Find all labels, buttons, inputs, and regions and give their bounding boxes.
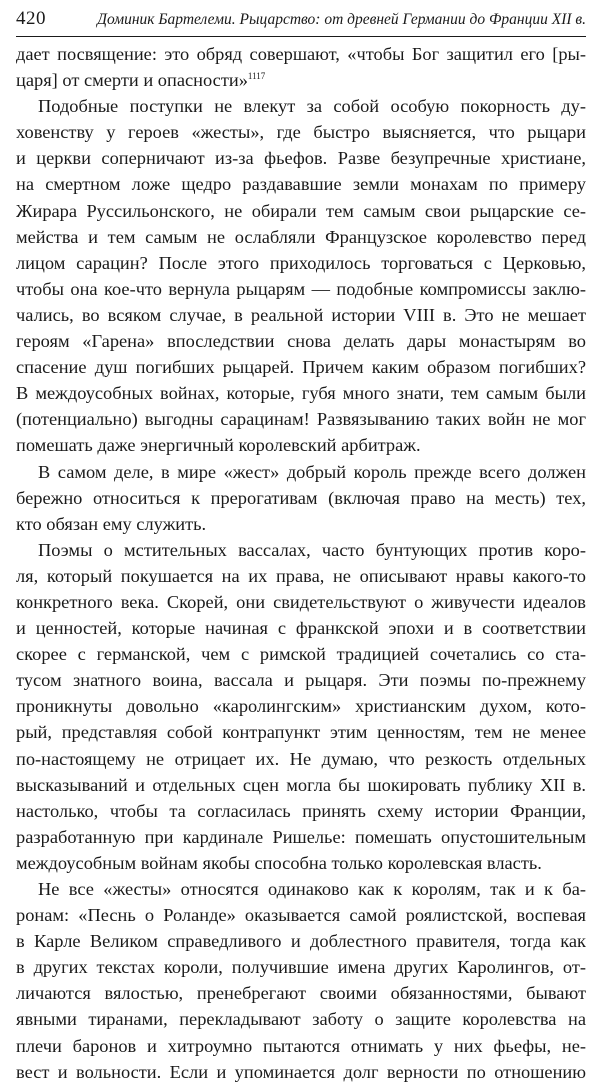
- text-line: [16, 276, 586, 302]
- text-line: [16, 250, 586, 276]
- body-text: [16, 41, 586, 1085]
- text-line: [16, 693, 586, 719]
- line-text: и ценностей, которые начиная с франкской эпохи и в соответствии: [16, 618, 586, 639]
- text-line: [16, 93, 586, 119]
- text-line: [16, 824, 586, 850]
- line-text: В междоусобных войнах, которые, губя много знати, тем самым были: [16, 383, 586, 404]
- footnote-reference[interactable]: 1117: [247, 70, 266, 81]
- text-line: [16, 119, 586, 145]
- line-text: конкретного века. Скорей, они свидетельствуют о живучести идеалов: [16, 591, 586, 612]
- text-line: [16, 537, 586, 563]
- text-line: [16, 876, 586, 902]
- line-text: Не все «жесты» относятся одинаково как к королям, так и к ба-: [38, 879, 586, 899]
- text-line: [16, 850, 586, 876]
- line-text: Жирара Руссильонского, не обирали тем самым свои рыцарские се-: [16, 200, 586, 221]
- text-line: [16, 719, 586, 745]
- line-text: помешать даже энергичный королевский арбитраж.: [16, 435, 421, 456]
- line-text: чтобы она кое-что вернула рыцарям — подобные компромиссы заклю-: [16, 278, 586, 299]
- text-line: [16, 67, 586, 93]
- line-text: чались, во всяком случае, в реальной истории VIII в. Это не мешает: [16, 304, 586, 325]
- text-line: [16, 1033, 586, 1059]
- line-text: (потенциально) выгодны сарацинам! Развязыванию таких войн не мог: [16, 409, 586, 430]
- text-line: [16, 563, 586, 589]
- text-line: [16, 432, 586, 458]
- page-number: 420: [16, 8, 46, 29]
- line-text: героям «Гарена» впоследствии снова делать дары монастырям во: [16, 331, 586, 352]
- line-text: разработанную при кардинале Ришелье: помешать опустошительным: [16, 826, 586, 847]
- text-line: [16, 171, 586, 197]
- line-text: В самом деле, в мире «жест» добрый король прежде всего должен: [38, 461, 586, 482]
- text-line: [16, 772, 586, 798]
- text-line: [16, 459, 586, 485]
- text-line: [16, 511, 586, 537]
- line-text: на смертном ложе щедро раздававшие земли монахам по примеру: [16, 174, 586, 195]
- text-line: [16, 641, 586, 667]
- text-line: [16, 41, 586, 67]
- line-text: скорее с германской, чем с римской традицией сочетались со ста-: [16, 644, 586, 665]
- text-line: [16, 980, 586, 1006]
- text-line: [16, 798, 586, 824]
- line-text: дает посвящение: это обряд совершают, «чтобы Бог защитил его [ры-: [16, 44, 586, 64]
- line-text: по-настоящему не отрицает их. Не думаю, что резкость отдельных: [16, 748, 586, 769]
- running-title: Доминик Бартелеми. Рыцарство: от древней Германии до Франции XII в.: [97, 11, 586, 28]
- line-text: ронам: «Песнь о Роланде» оказывается самой роялистской, воспевая: [16, 905, 586, 926]
- line-text: междоусобным войнам якобы способна только королевская власть.: [16, 852, 542, 873]
- text-line: [16, 485, 586, 511]
- line-text: рый, представляя собой контрапункт этим ценностям, тем не менее: [16, 722, 586, 743]
- text-line: [16, 328, 586, 354]
- text-line: [16, 145, 586, 171]
- line-text: мейства и тем самым не ослабляли Французское королевство перед: [16, 226, 586, 247]
- text-line: [16, 589, 586, 615]
- book-page: [16, 8, 586, 1085]
- line-text: в других текстах короли, получившие имена других Каролингов, от-: [16, 957, 586, 978]
- text-line: [16, 302, 586, 328]
- text-line: [16, 902, 586, 928]
- line-text: Подобные поступки не влекут за собой особую покорность ду-: [38, 96, 586, 117]
- line-text: и церкви соперничают из-за фьефов. Разве безупречные христиане,: [16, 148, 586, 169]
- line-text: личаются вялостью, пренебрегают своими обязанностями, бывают: [16, 983, 586, 1004]
- line-text: ля, который покушается на их права, не описывают нравы какого-то: [16, 565, 586, 586]
- text-line: [16, 746, 586, 772]
- running-head: [16, 8, 586, 37]
- line-text: тусом знатного воина, вассала и рыцаря. Эти поэмы по-прежнему: [16, 670, 586, 691]
- text-line: [16, 1006, 586, 1032]
- line-text: царя] от смерти и опасности»: [16, 70, 248, 91]
- text-line: [16, 1059, 586, 1085]
- line-text: явными тиранами, перекладывают заботу о защите королевства на: [16, 1009, 586, 1030]
- line-text: высказываний и отдельных сцен могла бы шокировать публику XII в.: [16, 774, 586, 795]
- text-line: [16, 224, 586, 250]
- line-text: бережно относиться к прерогативам (включая право на месть) тех,: [16, 487, 586, 508]
- text-line: [16, 954, 586, 980]
- line-text: проникнуты довольно «каролингским» христианским духом, кото-: [16, 696, 586, 717]
- line-text: настолько, чтобы та согласилась принять схему истории Франции,: [16, 800, 586, 821]
- line-text: ховенству у героев «жесты», где быстро выясняется, что рыцари: [16, 122, 586, 143]
- line-text: Поэмы о мстительных вассалах, часто бунтующих против коро-: [38, 539, 586, 560]
- text-line: [16, 406, 586, 432]
- text-line: [16, 354, 586, 380]
- text-line: [16, 928, 586, 954]
- text-line: [16, 615, 586, 641]
- line-text: в Карле Великом справедливого и доблестного правителя, тогда как: [16, 931, 586, 952]
- line-text: плечи баронов и хитроумно пытаются отнимать у них фьефы, не-: [16, 1035, 586, 1056]
- line-text: спасение душ погибших рыцарей. Причем каким образом погибших?: [16, 357, 586, 378]
- text-line: [16, 667, 586, 693]
- line-text: кто обязан ему служить.: [16, 513, 207, 534]
- text-line: [16, 380, 586, 406]
- line-text: лицом сарацин? После этого приходилось торговаться с Церковью,: [16, 252, 586, 273]
- line-text: вест и вольности. Если и упоминается долг верности по отношению: [16, 1061, 586, 1082]
- text-line: [16, 198, 586, 224]
